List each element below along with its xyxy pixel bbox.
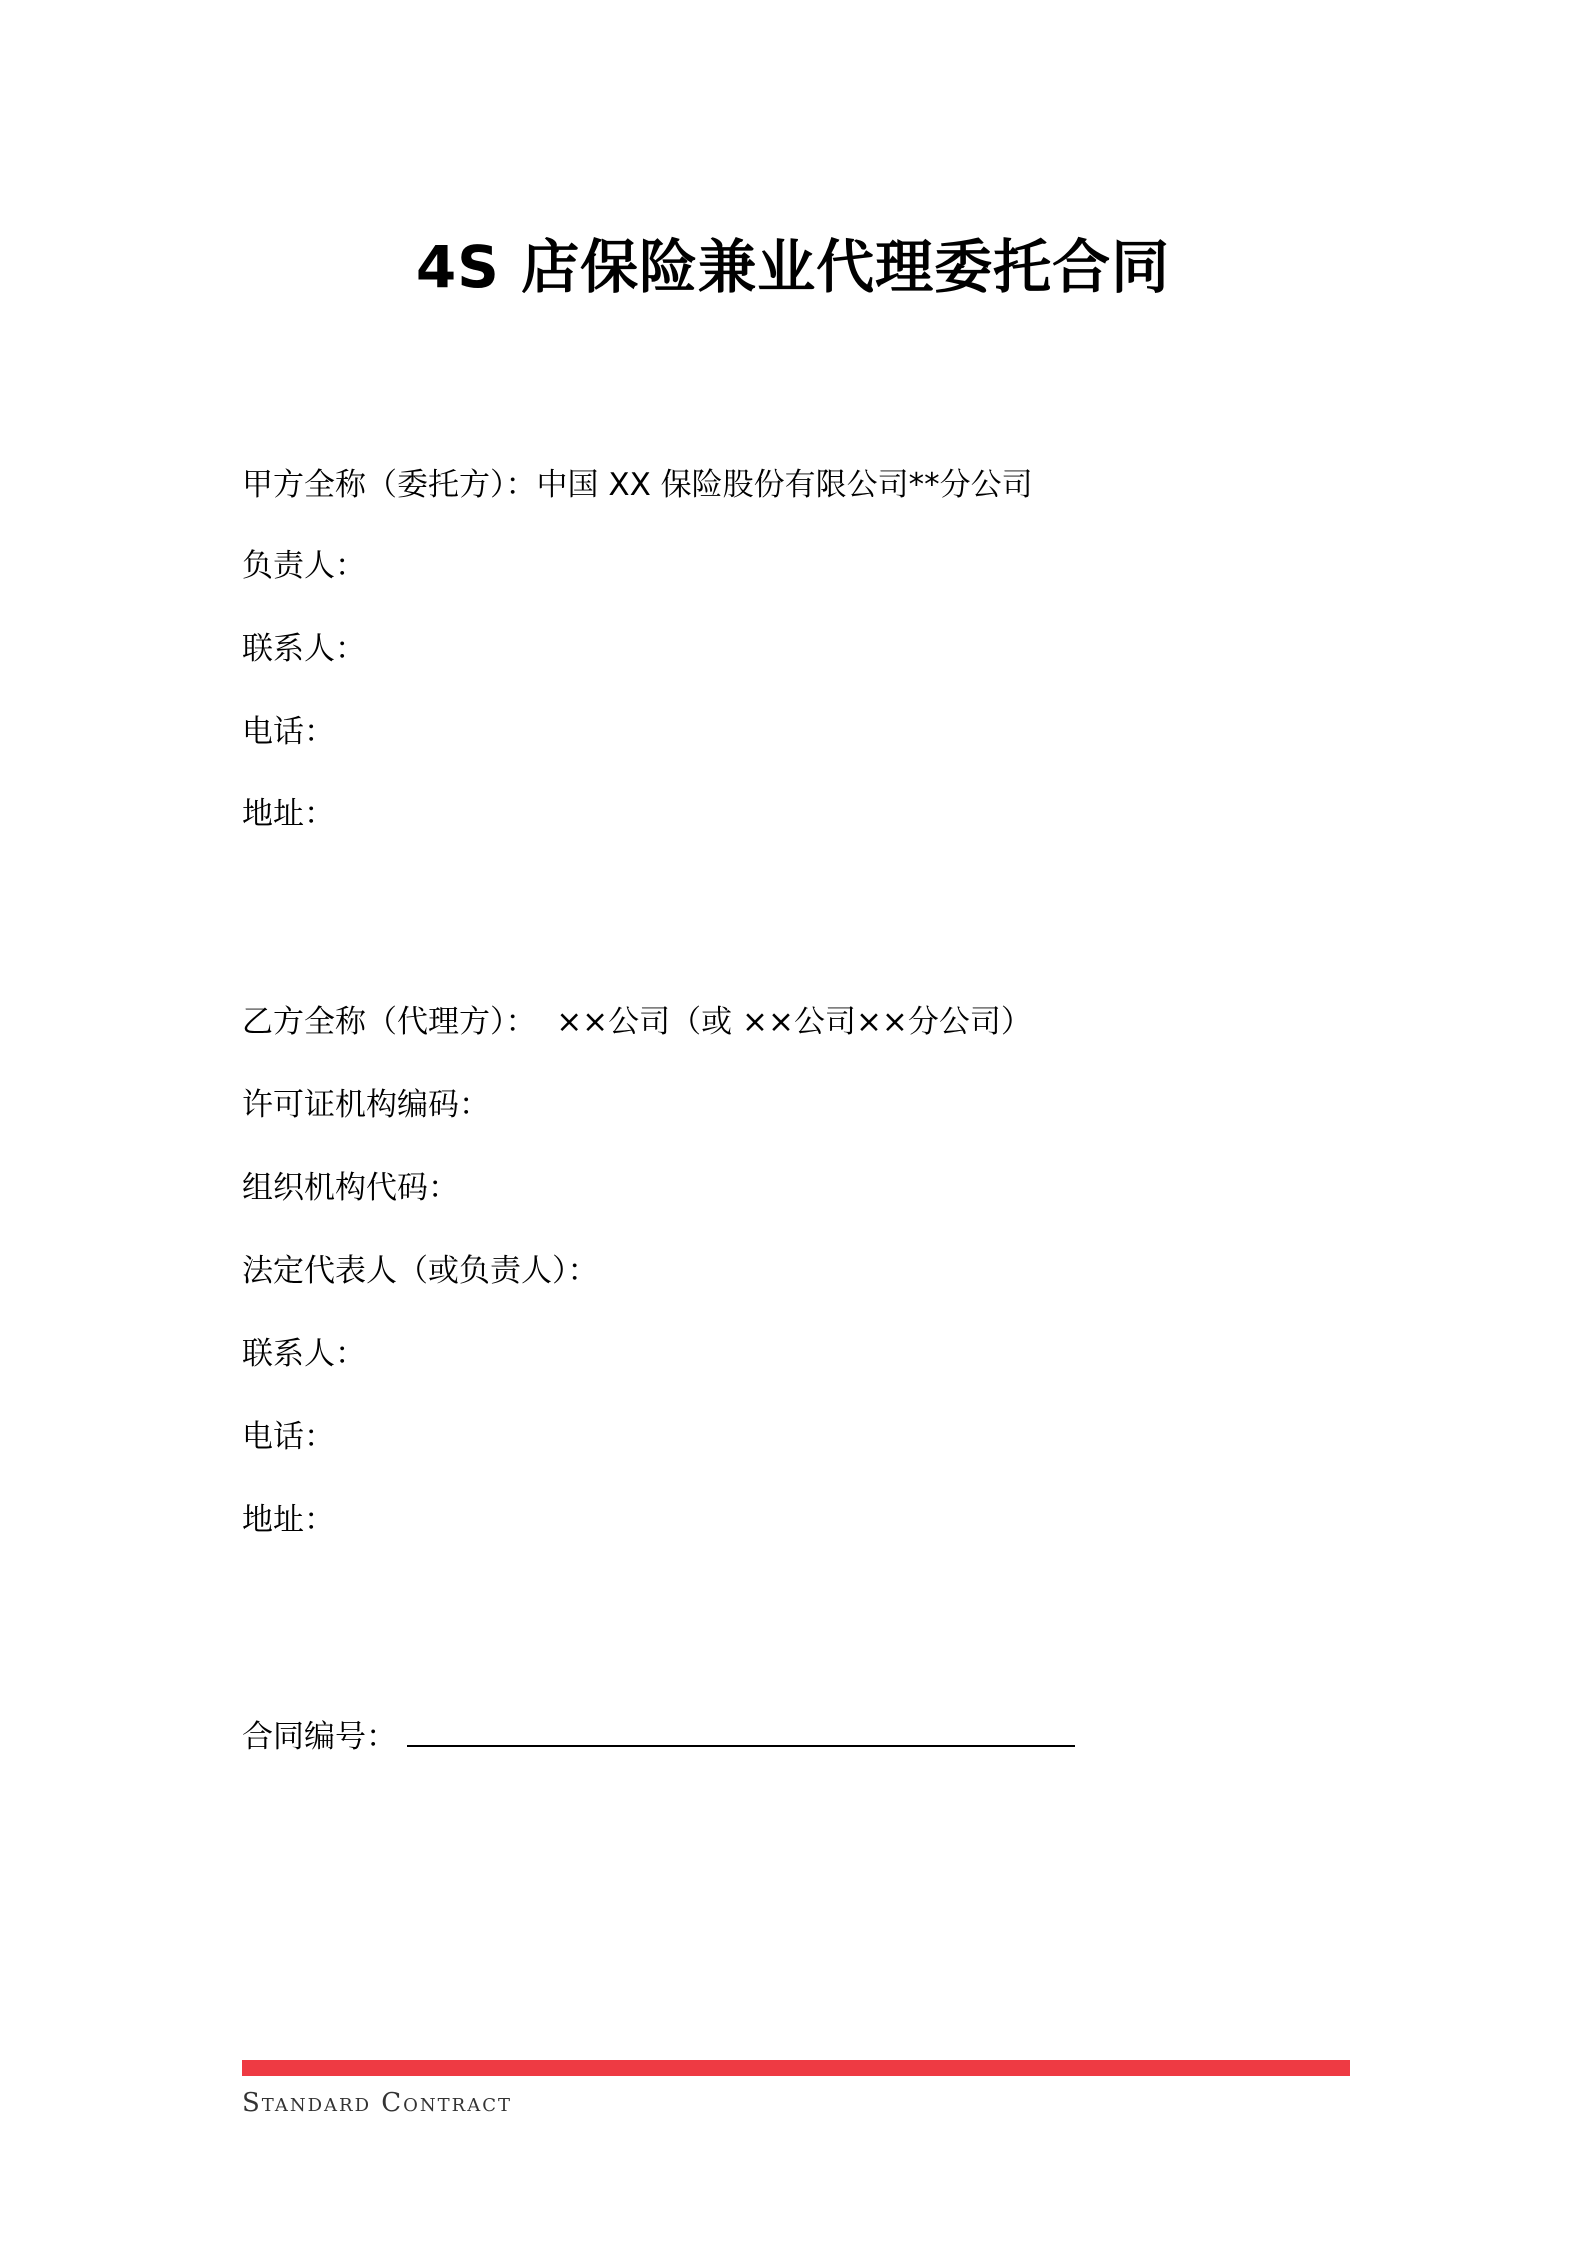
party-b-address-label: 地址： xyxy=(242,1502,335,1538)
party-b-legal-rep-label: 法定代表人（或负责人）： xyxy=(242,1253,599,1289)
party-b-license-code-label: 许可证机构编码： xyxy=(242,1087,490,1123)
footer-accent-bar xyxy=(242,2060,1350,2076)
party-a-name-line: 甲方全称（委托方）：中国 XX 保险股份有限公司**分公司 xyxy=(242,467,1033,503)
contract-number-blank xyxy=(407,1715,1075,1747)
party-b-name-line: 乙方全称（代理方）： ××公司（或 ××公司××分公司） xyxy=(242,1004,1032,1040)
document-title: 4S 店保险兼业代理委托合同 xyxy=(415,233,1171,301)
party-a-phone-label: 电话： xyxy=(242,714,335,750)
party-a-contact-label: 联系人： xyxy=(242,631,366,667)
party-b-org-code-label: 组织机构代码： xyxy=(242,1170,459,1206)
party-b-phone-label: 电话： xyxy=(242,1419,335,1455)
contract-number-row xyxy=(242,1715,1075,1757)
party-a-address-label: 地址： xyxy=(242,796,335,832)
party-a-principal-label: 负责人： xyxy=(242,548,366,584)
contract-number-label: 合同编号： xyxy=(242,1719,397,1755)
party-b-contact-label: 联系人： xyxy=(242,1336,366,1372)
footer-brand-text: Standard Contract xyxy=(242,2088,512,2118)
